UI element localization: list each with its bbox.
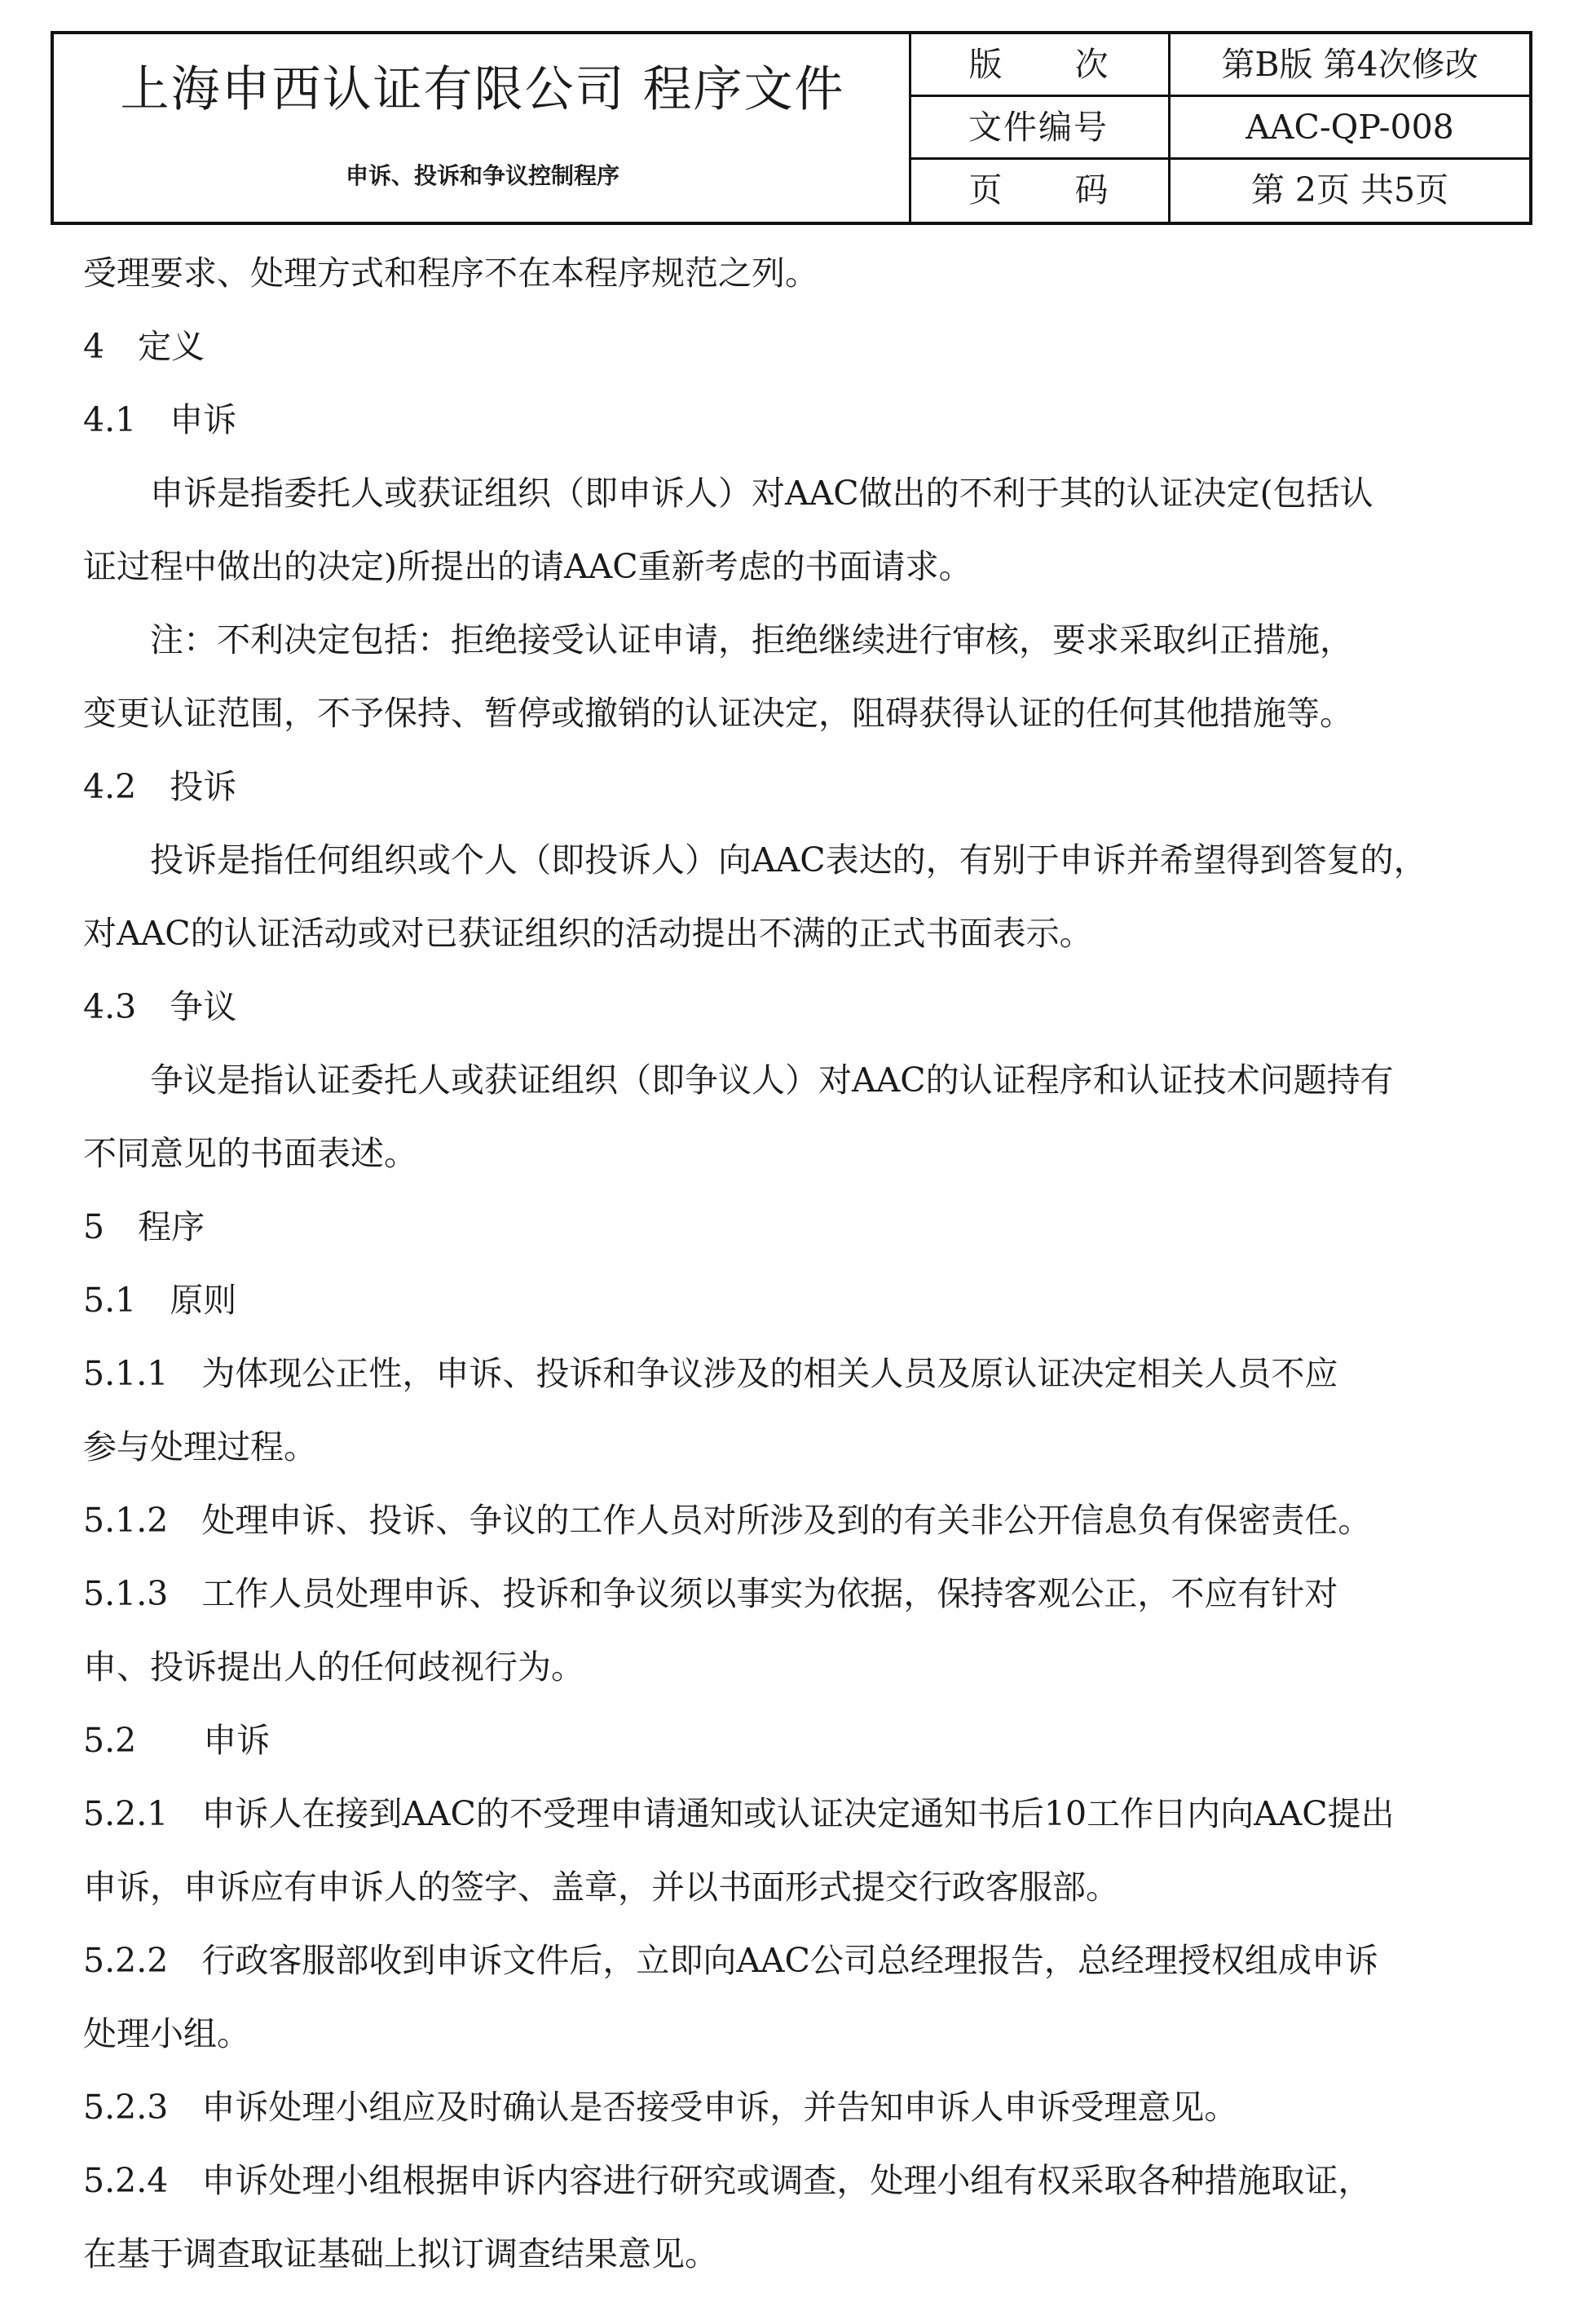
company-title: 上海申西认证有限公司 程序文件 (120, 61, 845, 118)
body-line: 在基于调查取证基础上拟订调查结果意见。 (83, 2234, 718, 2273)
document-body (83, 236, 1516, 2291)
header-title-cell (54, 34, 911, 222)
clause-line: 5.1.2 处理申诉、投诉、争议的工作人员对所涉及到的有关非公开信息负有保密责任。 (83, 1501, 1372, 1540)
note-line: 注：不利决定包括：拒绝接受认证申请，拒绝继续进行审核，要求采取纠正措施， (150, 620, 1353, 659)
body-line: 申诉是指委托人或获证组织（即申诉人）对AAC做出的不利于其的认证决定(包括认 (150, 474, 1373, 513)
section-heading: 4 定义 (83, 327, 205, 366)
page-row (909, 160, 1529, 222)
section-heading: 5 程序 (83, 1207, 205, 1246)
subsection-heading: 4.3 争议 (83, 987, 237, 1026)
clause-line: 5.2.3 申诉处理小组应及时确认是否接受申诉，并告知申诉人申诉受理意见。 (83, 2088, 1238, 2127)
clause-line: 5.2.2 行政客服部收到申诉文件后，立即向AAC公司总经理报告，总经理授权组成申诉 (83, 1941, 1378, 1980)
subsection-heading: 5.1 原则 (83, 1281, 237, 1320)
body-line: 变更认证范围，不予保持、暂停或撤销的认证决定，阻碍获得认证的任何其他措施等。 (83, 694, 1353, 733)
document-header (51, 31, 1532, 225)
version-row (909, 34, 1529, 97)
doc-number-value: AAC-QP-008 (1246, 108, 1454, 147)
document-subtitle: 申诉、投诉和争议控制程序 (345, 162, 619, 189)
body-line: 处理小组。 (83, 2014, 250, 2053)
clause-line: 5.2.1 申诉人在接到AAC的不受理申请通知或认证决定通知书后10工作日内向AAC提出 (83, 1794, 1395, 1833)
header-info-table (909, 34, 1529, 222)
body-line: 申、投诉提出人的任何歧视行为。 (83, 1647, 584, 1687)
subsection-heading: 4.2 投诉 (83, 767, 237, 806)
body-line: 证过程中做出的决定)所提出的请AAC重新考虑的书面请求。 (83, 547, 972, 586)
version-value: 第B版 第4次修改 (1221, 45, 1479, 84)
doc-number-row (909, 97, 1529, 160)
body-line: 投诉是指任何组织或个人（即投诉人）向AAC表达的，有别于申诉并希望得到答复的， (150, 840, 1427, 880)
page-value: 第 2页 共5页 (1250, 170, 1449, 209)
body-line: 争议是指认证委托人或获证组织（即争议人）对AAC的认证程序和认证技术问题持有 (150, 1061, 1394, 1100)
clause-line: 5.2.4 申诉处理小组根据申诉内容进行研究或调查，处理小组有权采取各种措施取证， (83, 2161, 1372, 2200)
subsection-heading: 4.1 申诉 (83, 400, 237, 439)
subsection-heading: 5.2 申诉 (83, 1721, 271, 1760)
body-line: 申诉，申诉应有申诉人的签字、盖章，并以书面形式提交行政客服部。 (83, 1868, 1119, 1907)
doc-number-label: 文件编号 (909, 97, 1171, 157)
body-line: 参与处理过程。 (83, 1427, 317, 1466)
body-line: 不同意见的书面表述。 (83, 1134, 417, 1173)
page-label: 页 码 (909, 160, 1171, 222)
body-line: 对AAC的认证活动或对已获证组织的活动提出不满的正式书面表示。 (83, 914, 1093, 953)
version-label: 版 次 (909, 34, 1171, 95)
clause-line: 5.1.1 为体现公正性，申诉、投诉和争议涉及的相关人员及原认证决定相关人员不应 (83, 1354, 1338, 1393)
body-line: 受理要求、处理方式和程序不在本程序规范之列。 (83, 254, 818, 293)
clause-line: 5.1.3 工作人员处理申诉、投诉和争议须以事实为依据，保持客观公正，不应有针对 (83, 1574, 1338, 1613)
